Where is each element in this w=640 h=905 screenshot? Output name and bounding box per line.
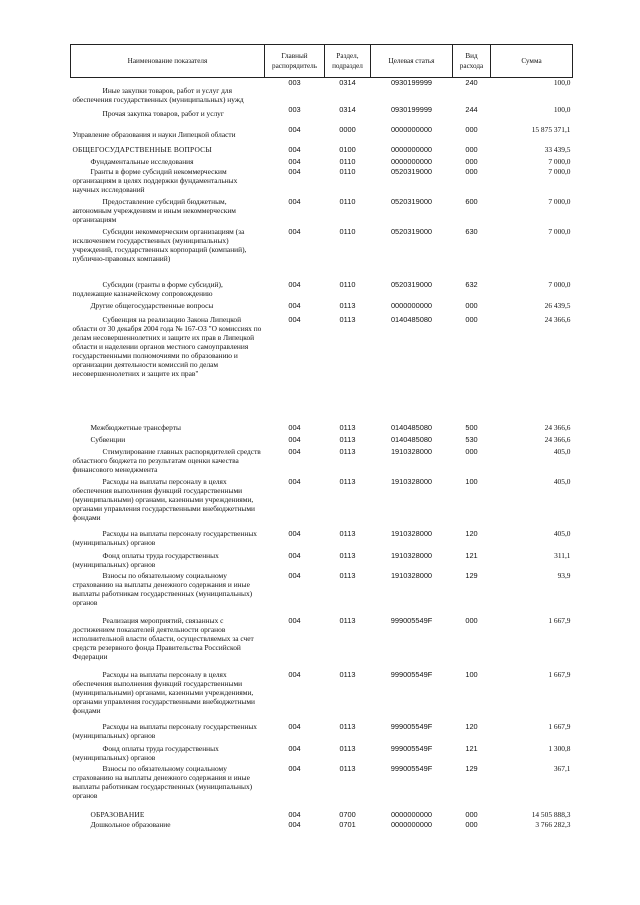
row-sum-cell: 405,0 <box>553 476 571 486</box>
row-vr-cell: 121 <box>465 550 478 560</box>
table-row <box>71 744 573 764</box>
row-gr-cell: 004 <box>288 615 301 625</box>
row-sum-cell: 100,0 <box>553 78 571 87</box>
header-name: Наименование показателя <box>71 45 265 78</box>
row-vr-cell: 000 <box>465 300 478 310</box>
table-row <box>71 105 573 125</box>
row-vr-cell: 530 <box>465 434 478 444</box>
row-gr-cell: 004 <box>288 809 301 819</box>
budget-document <box>70 44 572 832</box>
row-rz-cell: 0113 <box>339 570 356 580</box>
row-name-cell: Расходы на выплаты персоналу государственных (муниципальных) органов <box>72 528 257 547</box>
row-rz-cell: 0314 <box>339 78 356 87</box>
row-sum-cell: 3 766 282,3 <box>535 819 571 829</box>
row-cs-cell: 0140485080 <box>390 434 433 444</box>
row-sum-cell: 7 000,0 <box>548 196 571 206</box>
row-rz-cell: 0110 <box>339 279 356 289</box>
row-vr-cell: 000 <box>465 144 478 154</box>
row-sum-cell: 1 300,8 <box>548 743 571 753</box>
table-row <box>71 157 573 167</box>
row-gr-cell: 004 <box>288 144 301 154</box>
row-vr-cell: 000 <box>465 615 478 625</box>
table-row <box>71 125 573 145</box>
row-gr-cell: 004 <box>288 226 301 236</box>
header-sum: Сумма <box>491 45 573 78</box>
row-cs-cell: 0000000000 <box>390 144 433 154</box>
row-rz-cell: 0700 <box>339 809 356 819</box>
row-rz-cell: 0113 <box>339 528 356 538</box>
row-sum-cell: 24 366,6 <box>544 314 571 324</box>
row-sum-cell: 1 667,9 <box>548 669 571 679</box>
row-name-cell: Фонд оплаты труда государственных (муниципальных) органов <box>72 743 219 762</box>
table-row <box>71 301 573 315</box>
row-cs-cell: 0000000000 <box>390 809 433 819</box>
row-cs-cell: 1910328000 <box>390 550 433 560</box>
row-cs-cell: 999005549F <box>390 721 433 731</box>
row-name-cell: Субсидии (гранты в форме субсидий), подлежащие казначейскому сопровождению <box>72 279 223 298</box>
row-name-cell: Субвенция на реализацию Закона Липецкой области от 30 декабря 2004 года № 167-ОЗ "О комиссиях по делам несовершеннолетних и защите их прав в Липецкой области и наделении органов местного самоуправления государственными полномочиями по образованию и организации деятельности комиссий по делам несовершеннолетних и защите их прав" <box>72 314 262 379</box>
row-sum-cell: 14 505 888,3 <box>531 809 571 819</box>
budget-table <box>70 44 573 832</box>
row-vr-cell: 129 <box>465 570 478 580</box>
row-name-cell: Фундаментальные исследования <box>90 156 194 166</box>
row-vr-cell: 000 <box>465 819 478 829</box>
row-rz-cell: 0000 <box>339 124 356 134</box>
row-sum-cell: 405,0 <box>553 446 571 456</box>
row-vr-cell: 244 <box>465 104 478 114</box>
table-row <box>71 764 573 810</box>
row-name-cell: Расходы на выплаты персоналу государственных (муниципальных) органов <box>72 721 257 740</box>
table-row <box>71 529 573 551</box>
row-cs-cell: 0520319000 <box>390 226 433 236</box>
table-row <box>71 145 573 157</box>
row-gr-cell: 003 <box>288 104 301 114</box>
row-vr-cell: 500 <box>465 422 478 432</box>
row-cs-cell: 1910328000 <box>390 446 433 456</box>
row-gr-cell: 003 <box>288 78 301 87</box>
row-sum-cell: 405,0 <box>553 528 571 538</box>
table-row <box>71 435 573 447</box>
table-row <box>71 820 573 832</box>
row-vr-cell: 000 <box>465 314 478 324</box>
row-vr-cell: 630 <box>465 226 478 236</box>
row-gr-cell: 004 <box>288 196 301 206</box>
row-gr-cell: 004 <box>288 434 301 444</box>
table-row <box>71 551 573 571</box>
row-cs-cell: 0520319000 <box>390 166 433 176</box>
row-cs-cell: 0140485080 <box>390 314 433 324</box>
table-row <box>71 810 573 820</box>
row-sum-cell: 7 000,0 <box>548 156 571 166</box>
row-sum-cell: 24 366,6 <box>544 434 571 444</box>
table-row <box>71 670 573 722</box>
row-rz-cell: 0113 <box>339 550 356 560</box>
row-gr-cell: 004 <box>288 763 301 773</box>
row-gr-cell: 004 <box>288 721 301 731</box>
row-cs-cell: 999005549F <box>390 743 433 753</box>
row-name-cell: Дошкольное образование <box>90 819 171 829</box>
row-cs-cell: 0930199999 <box>390 78 433 87</box>
row-rz-cell: 0113 <box>339 763 356 773</box>
table-row <box>71 477 573 529</box>
table-row <box>71 423 573 435</box>
table-row <box>71 616 573 670</box>
row-vr-cell: 100 <box>465 669 478 679</box>
row-vr-cell: 000 <box>465 156 478 166</box>
row-gr-cell: 004 <box>288 669 301 679</box>
row-gr-cell: 004 <box>288 166 301 176</box>
row-sum-cell: 1 667,9 <box>548 615 571 625</box>
row-rz-cell: 0110 <box>339 226 356 236</box>
row-gr-cell: 004 <box>288 743 301 753</box>
row-gr-cell: 004 <box>288 528 301 538</box>
row-cs-cell: 0140485080 <box>390 422 433 432</box>
row-rz-cell: 0110 <box>339 196 356 206</box>
row-gr-cell: 004 <box>288 819 301 829</box>
row-rz-cell: 0113 <box>339 434 356 444</box>
header-cs: Целевая статья <box>371 45 453 78</box>
row-rz-cell: 0701 <box>339 819 356 829</box>
row-cs-cell: 1910328000 <box>390 570 433 580</box>
row-cs-cell: 0520319000 <box>390 279 433 289</box>
row-sum-cell: 311,1 <box>554 550 571 560</box>
header-gr: Главный распорядитель <box>265 45 325 78</box>
row-rz-cell: 0113 <box>339 422 356 432</box>
row-name-cell: ОБРАЗОВАНИЕ <box>90 809 145 819</box>
row-name-cell: Субсидии некоммерческим организациям (за исключением государственных (муниципальных) учреждений, государственных корпораций (компаний), публично-правовых компаний) <box>72 226 247 263</box>
row-vr-cell: 600 <box>465 196 478 206</box>
row-sum-cell: 100,0 <box>553 104 571 114</box>
row-vr-cell: 000 <box>465 166 478 176</box>
row-sum-cell: 7 000,0 <box>548 166 571 176</box>
table-row <box>71 167 573 197</box>
table-row <box>71 447 573 477</box>
row-vr-cell: 632 <box>465 279 478 289</box>
row-sum-cell: 33 439,5 <box>544 144 571 154</box>
row-cs-cell: 0000000000 <box>390 819 433 829</box>
row-cs-cell: 999005549F <box>390 615 433 625</box>
row-gr-cell: 004 <box>288 156 301 166</box>
row-cs-cell: 0000000000 <box>390 156 433 166</box>
row-rz-cell: 0113 <box>339 300 356 310</box>
table-row <box>71 78 573 105</box>
row-sum-cell: 15 875 371,1 <box>531 124 571 134</box>
row-rz-cell: 0113 <box>339 669 356 679</box>
row-rz-cell: 0113 <box>339 476 356 486</box>
row-rz-cell: 0314 <box>339 104 356 114</box>
row-name-cell: Расходы на выплаты персоналу в целях обеспечения выполнения функций государственными (муниципальными) органами, казенными учреждениями, органами управления государственными внебюджетными фондами <box>72 476 255 522</box>
row-rz-cell: 0110 <box>339 156 356 166</box>
row-name-cell: Взносы по обязательному социальному страхованию на выплаты денежного содержания и иные выплаты работникам государственных (муниципальных) органов <box>72 570 253 607</box>
row-name-cell: Другие общегосударственные вопросы <box>90 300 214 310</box>
row-rz-cell: 0113 <box>339 314 356 324</box>
row-sum-cell: 24 366,6 <box>544 422 571 432</box>
row-name-cell: Предоставление субсидий бюджетным, автономным учреждениям и иным некоммерческим организациям <box>72 196 236 224</box>
row-sum-cell: 7 000,0 <box>548 279 571 289</box>
row-vr-cell: 240 <box>465 78 478 87</box>
row-sum-cell: 1 667,9 <box>548 721 571 731</box>
row-cs-cell: 1910328000 <box>390 528 433 538</box>
row-vr-cell: 120 <box>465 721 478 731</box>
row-gr-cell: 004 <box>288 446 301 456</box>
table-row <box>71 227 573 280</box>
row-rz-cell: 0113 <box>339 721 356 731</box>
row-name-cell: Субвенции <box>90 434 126 444</box>
row-rz-cell: 0113 <box>339 446 356 456</box>
row-name-cell: Прочая закупка товаров, работ и услуг <box>102 108 224 118</box>
row-cs-cell: 999005549F <box>390 763 433 773</box>
row-gr-cell: 004 <box>288 314 301 324</box>
row-gr-cell: 004 <box>288 422 301 432</box>
row-gr-cell: 004 <box>288 476 301 486</box>
table-header-row <box>71 45 573 78</box>
table-row <box>71 571 573 616</box>
row-name-cell: Иные закупки товаров, работ и услуг для обеспечения государственных (муниципальных) нужд <box>72 86 244 105</box>
row-cs-cell: 0000000000 <box>390 300 433 310</box>
header-rz: Раздел, подраздел <box>325 45 371 78</box>
row-vr-cell: 000 <box>465 124 478 134</box>
row-name-cell: Расходы на выплаты персоналу в целях обеспечения выполнения функций государственными (муниципальными) органами, казенными учреждениями, органами управления государственными внебюджетными фондами <box>72 669 255 715</box>
row-sum-cell: 93,9 <box>557 570 571 580</box>
row-name-cell: Фонд оплаты труда государственных (муниципальных) органов <box>72 550 219 569</box>
row-gr-cell: 004 <box>288 124 301 134</box>
row-cs-cell: 0520319000 <box>390 196 433 206</box>
row-cs-cell: 0930199999 <box>390 104 433 114</box>
row-sum-cell: 26 439,5 <box>544 300 571 310</box>
row-vr-cell: 121 <box>465 743 478 753</box>
row-vr-cell: 000 <box>465 809 478 819</box>
row-name-cell: Межбюджетные трансферты <box>90 422 181 432</box>
row-cs-cell: 999005549F <box>390 669 433 679</box>
row-rz-cell: 0110 <box>339 166 356 176</box>
row-gr-cell: 004 <box>288 279 301 289</box>
table-row <box>71 280 573 301</box>
row-name-cell: ОБЩЕГОСУДАРСТВЕННЫЕ ВОПРОСЫ <box>72 144 212 154</box>
header-vr: Вид расхода <box>453 45 491 78</box>
row-name-cell: Управление образования и науки Липецкой области <box>72 129 236 139</box>
row-name-cell: Реализация мероприятий, связанных с достижением показателей деятельности органов исполнительной власти области, осуществляемых за счет средств резервного фонда Правительства Российской Федерации <box>72 615 254 661</box>
table-row <box>71 197 573 227</box>
row-name-cell: Гранты в форме субсидий некоммерческим организациям в целях поддержки фундаментальных научных исследований <box>72 166 238 194</box>
row-gr-cell: 004 <box>288 570 301 580</box>
row-vr-cell: 120 <box>465 528 478 538</box>
row-name-cell: Стимулирование главных распорядителей средств областного бюджета по результатам оценки качества финансового менеджмента <box>72 446 261 474</box>
row-cs-cell: 0000000000 <box>390 124 433 134</box>
table-row <box>71 722 573 744</box>
row-vr-cell: 129 <box>465 763 478 773</box>
row-vr-cell: 000 <box>465 446 478 456</box>
table-row <box>71 315 573 423</box>
row-rz-cell: 0113 <box>339 743 356 753</box>
row-rz-cell: 0113 <box>339 615 356 625</box>
row-rz-cell: 0100 <box>339 144 356 154</box>
row-gr-cell: 004 <box>288 300 301 310</box>
row-cs-cell: 1910328000 <box>390 476 433 486</box>
row-name-cell: Взносы по обязательному социальному страхованию на выплаты денежного содержания и иные выплаты работникам государственных (муниципальных) органов <box>72 763 253 800</box>
row-sum-cell: 367,1 <box>553 763 571 773</box>
row-sum-cell: 7 000,0 <box>548 226 571 236</box>
row-gr-cell: 004 <box>288 550 301 560</box>
row-vr-cell: 100 <box>465 476 478 486</box>
